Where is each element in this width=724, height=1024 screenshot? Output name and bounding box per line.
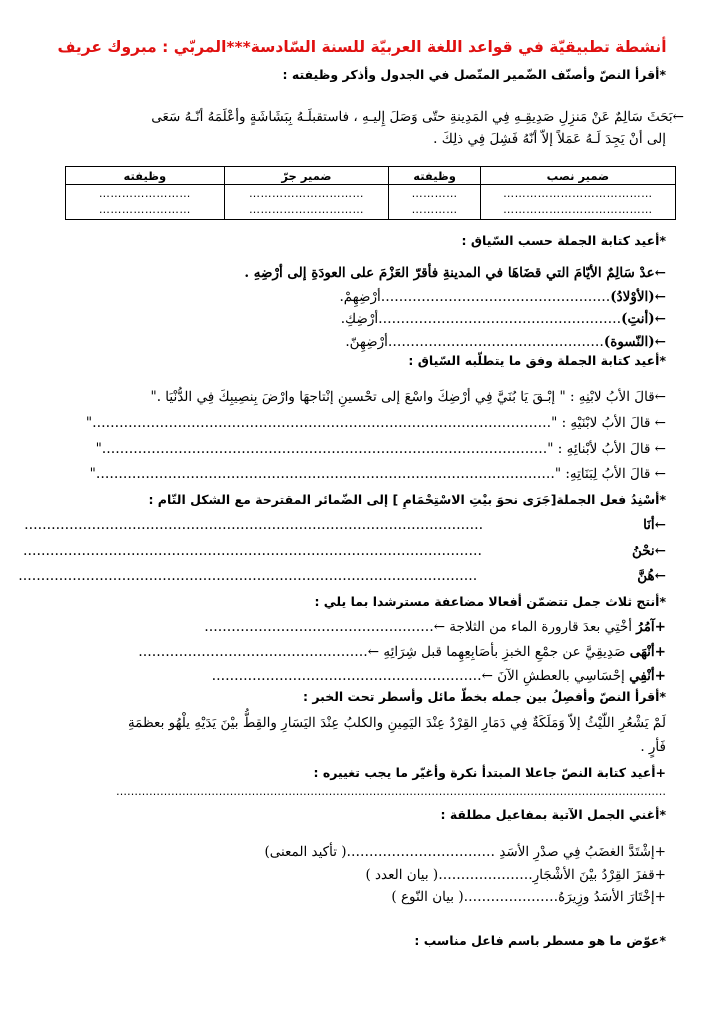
item-lead: +أنْهَى [629,644,666,660]
exercise5-item[interactable] [40,643,666,661]
exercise7-answer-dots[interactable]: …………………………………………………………………………………………………………………………………… [116,785,666,798]
item-lead: +أنْفِي [629,668,666,684]
item-end: أرْضِكِ. [340,311,379,327]
item-text: +إخْتَارَ الأسَدُ وزِيرَهُ [558,889,666,905]
item-text: +إشْتَدَّ الغضَبُ فِي صدْرِ الأسَدِ [499,844,666,860]
item-end: " [89,466,96,482]
item-prompt: ←(أنتِ) [621,311,666,327]
exercise2-instruction: *أعيد كتابة الجملة حسب السّياق : [461,233,666,248]
item-prompt: ← قالَ الأبُ لابْنَيْهِ : " [551,415,666,431]
item-text: +قفزَ القِرْدُ بيْنَ الأشْجَارِ [532,867,666,883]
table-header: ضمير نصب [480,167,675,185]
answer-dots[interactable]: ………………………………………………………………………………………… [24,517,484,533]
item-hint: ( بيان العدد ) [365,867,439,883]
table-header: ضمير جرّ [224,167,389,185]
table-header: وظيفته [66,167,225,185]
exercise8-item[interactable] [210,843,666,861]
instruction-suffix: إلى الضّمائر المقترحة مع الشكل التّام : [148,492,389,507]
answer-dots[interactable]: …………………………… [346,844,496,860]
instruction-prefix: *أسْنِدُ فعل الجملة [556,492,666,507]
exercise8-item[interactable] [210,866,666,884]
exercise5-item[interactable] [40,618,666,636]
exercise2-item[interactable] [40,310,666,328]
item-prompt: ←(النّسوة) [603,334,666,350]
exercise3-instruction: *أعيد كتابة الجملة وفق ما يتطلّبه السّياق : [408,353,666,368]
exercise2-item[interactable] [40,288,666,306]
exercise3-item[interactable] [40,465,666,483]
item-hint: ( بيان النّوع ) [391,889,464,905]
answer-dots[interactable]: ………………………………………………………………………………………… [92,415,552,431]
exercise6-text-line2: فَأرٍ . [640,739,666,755]
exercise5-item[interactable] [40,667,666,685]
exercise3-item[interactable] [40,440,666,458]
exercise2-sentence: ←عدْ سَالِمٌ الأيّامَ التي قضَاهَا في المدينةِ فأقرّ العَزْمَ على العودَةِ إلى أرْضِهِ . [244,265,666,281]
answer-dots[interactable]: ………………… [463,889,559,905]
item-end: " [95,441,102,457]
item-prompt: ←نحْنُ [631,543,666,559]
item-hint: ( تأكيد المعنى) [264,844,347,860]
item-end: أرْضِهِمْ. [339,289,381,305]
table-header-row [66,167,676,185]
answer-dots[interactable]: ……………………………………………………………………………………… [101,441,548,457]
exercise6-instruction: *أقرأ النصّ وأفصِلُ بين جمله بخطّ مائل وأسطر تحت الخبر : [302,689,666,704]
exercise1-instruction: *أقرأ النصّ وأصنّف الضّمير المتّصل في الجدول وأذكر وظيفته : [282,67,666,82]
answer-dots[interactable]: …………………………………………………… [211,668,482,684]
table-cell[interactable]: ………………………… ………………………… [224,185,389,220]
item-rest: صَدِيقِيَّ عن جمْعِ الخبزِ بأصَابِعِهِما قبل شِرَائِهِ ← [367,644,630,660]
item-rest: أخْتِي بعدَ قارورة الماء من الثلاجة ← [433,619,637,635]
exercise2-item[interactable] [40,333,666,351]
answer-dots[interactable]: ………………… [438,867,533,883]
page-title: أنشطة تطبيقيّة في قواعد اللغة العربيّة للسنة السّادسة***المربّي : مبروك عريف [57,38,667,56]
table-row[interactable] [66,185,676,220]
answer-dots[interactable]: ……………………………………………… [378,311,622,327]
answer-dots[interactable]: ………………………………………………………………………………………… [18,568,478,584]
item-end: " [85,415,93,431]
pronoun-table [65,166,676,220]
item-rest: إحْسَاسِي بالعطشِ الآنَ ← [481,668,630,684]
exercise6-text-line1: لَمْ يَشْعُرِ اللّيْثُ إلاّ وَمَلَكَةٌ فِي دَمَارِ القِرْدُ عِنْدَ اليَمِينِ والكلبُ عِنْدَ اليَسَارِ والقِطُّ بيْنَ يَدَيْهِ يلْهُو بعظمَةِ [127,715,666,731]
answer-dots[interactable]: …………………………………………… [138,644,368,660]
answer-dots[interactable]: ………………………………………………………………………………………… [22,543,482,559]
table-cell[interactable]: ………… ………… [389,185,481,220]
exercise8-instruction: *أغني الجمل الآتية بمفاعيل مطلقة : [440,807,666,822]
answer-dots[interactable]: …………………………………………… [204,619,434,635]
exercise4-item[interactable] [22,542,666,560]
answer-dots[interactable]: ………………………………………… [387,334,604,350]
exercise4-item[interactable] [24,516,666,534]
item-lead: +آمُرُ [636,619,666,635]
table-header: وظيفته [389,167,481,185]
exercise4-item[interactable] [18,567,666,585]
exercise8-item[interactable] [210,888,666,906]
exercise5-instruction: *أنتج ثلاث جمل تتضمّن أفعالا مضاعفة مسترشدا بما يلي : [314,594,666,609]
item-prompt: ←(الأوْلادُ) [610,289,666,305]
item-prompt: ←أنَا [643,517,666,533]
table-cell[interactable]: …………………… …………………… [66,185,225,220]
exercise1-text-line2: إلى أنْ يَجِدَ لَـهُ عَمَلاً إلاّ أنّهُ فَشِلَ فِي ذلِكَ . [433,131,666,147]
instruction-bracket: [جَرَى نحوَ بيْتِ الاسْتِحْمَامِ ] [392,492,557,507]
exercise3-sentence: ←قالَ الأبُ لابْنِهِ : " إبْـقَ يَا بُنَيَّ فِي أرْضِكَ واسْعَ إلى تحْسينِ إنْتاجهَا وارْضَ بِنصِيبِكَ فِي الدُّنْيَا ." [150,389,666,405]
exercise7-instruction: +أعيد كتابة النصّ جاعلا المبتدأ نكرة وأغيّر ما يجب تغييره : [313,765,666,780]
exercise1-text-line1: ←بَحَثَ سَالِمٌ عَنْ مَنزِلِ صَدِيقِـهِ فِي المَدِينةِ حتّى وَصَلَ إِليـهِ ، فاستقبلَـهُ بِبَشَاشَةٍ وأعْلَمَهُ أنّـهُ سَعَى [151,109,684,125]
answer-dots[interactable]: …………………………………………… [380,289,611,305]
table-cell[interactable]: ………………………………… ………………………………… [480,185,675,220]
exercise9-instruction: *عوّض ما هو مسطر باسم فاعل مناسب : [414,933,666,948]
item-prompt: ← قالَ الأبُ لأبْنائِهِ : " [547,441,666,457]
exercise3-item[interactable] [40,414,666,432]
item-prompt: ← قالَ الأبُ لِبَنَاتِهِ: " [554,466,666,482]
item-end: أرْضِهِنّ. [345,334,388,350]
exercise4-instruction [40,491,666,509]
answer-dots[interactable]: ………………………………………………………………………………………… [95,466,555,482]
item-prompt: ←هُنَّ [637,568,666,584]
